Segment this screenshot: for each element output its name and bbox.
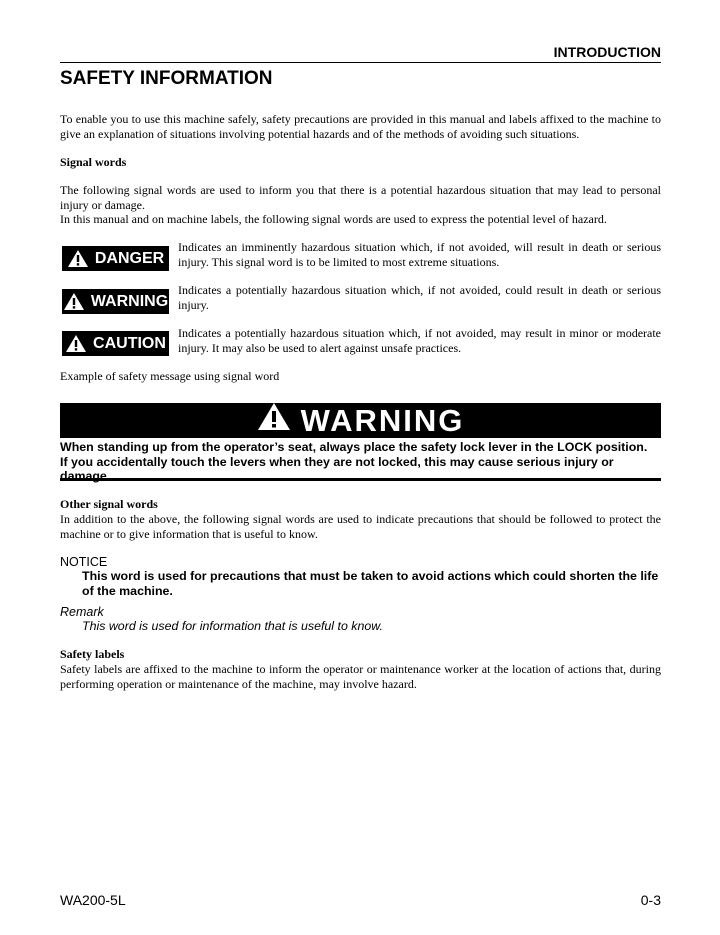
example-warning-line-2: If you accidentally touch the levers when they are not locked, this may cause serious injury or damage. xyxy=(60,454,614,483)
signal-words-paragraph-1: The following signal words are used to inform you that there is a potential hazardous situation that may lead to personal injury or damage. xyxy=(60,183,661,212)
signal-words-paragraph-2: In this manual and on machine labels, the following signal words are used to express the potential level of hazard. xyxy=(60,212,607,226)
other-signal-words-text: In addition to the above, the following signal words are used to indicate precautions that should be followed to protect the machine or to give information that is useful to know. xyxy=(60,512,661,541)
header-rule xyxy=(60,62,661,63)
warning-triangle-icon xyxy=(63,292,85,311)
example-banner-text: WARNING xyxy=(300,402,465,438)
page-title: SAFETY INFORMATION xyxy=(60,68,273,89)
notice-heading: NOTICE xyxy=(60,555,108,569)
danger-label xyxy=(62,246,169,271)
safety-labels-heading: Safety labels xyxy=(60,647,125,661)
example-warning-line-1: When standing up from the operator’s seat, always place the safety lock lever in the LOCK position. xyxy=(60,440,648,454)
notice-text: This word is used for precautions that must be taken to avoid actions which could shorten the life of the machine. xyxy=(82,569,659,598)
example-warning-banner xyxy=(60,403,661,438)
safety-labels-text: Safety labels are affixed to the machine to inform the operator or maintenance worker at the location of actions that, during performing operation or maintenance of the machine, may involve hazard. xyxy=(60,662,661,691)
warning-triangle-icon xyxy=(65,334,87,353)
signal-words-heading: Signal words xyxy=(60,155,127,169)
other-signal-words-heading: Other signal words xyxy=(60,497,158,511)
warning-triangle-icon xyxy=(257,402,291,439)
example-caption: Example of safety message using signal word xyxy=(60,369,280,383)
intro-paragraph: To enable you to use this machine safely, safety precautions are provided in this manual and labels affixed to the machine to give an explanation of situations involving potential hazards and of the methods of avoiding such situations. xyxy=(60,112,661,141)
warning-description: Indicates a potentially hazardous situation which, if not avoided, could result in death or serious injury. xyxy=(178,283,661,312)
example-warning-message xyxy=(60,440,661,484)
footer-model: WA200-5L xyxy=(60,892,126,908)
section-header: INTRODUCTION xyxy=(553,44,661,60)
example-warning-rule xyxy=(60,478,661,481)
danger-description: Indicates an imminently hazardous situation which, if not avoided, will result in death or serious injury. This signal word is to be limited to most extreme situations. xyxy=(178,240,661,269)
warning-triangle-icon xyxy=(67,249,89,268)
caution-label-text: CAUTION xyxy=(93,334,166,352)
remark-heading: Remark xyxy=(60,605,104,619)
footer-page-number: 0-3 xyxy=(640,892,661,908)
danger-label-text: DANGER xyxy=(94,249,165,267)
warning-label-text: WARNING xyxy=(90,292,169,310)
caution-label xyxy=(62,331,169,356)
caution-description: Indicates a potentially hazardous situation which, if not avoided, may result in minor or moderate injury. It may also be used to alert against unsafe practices. xyxy=(178,326,661,355)
remark-text: This word is used for information that is useful to know. xyxy=(82,619,383,633)
warning-label xyxy=(62,289,169,314)
